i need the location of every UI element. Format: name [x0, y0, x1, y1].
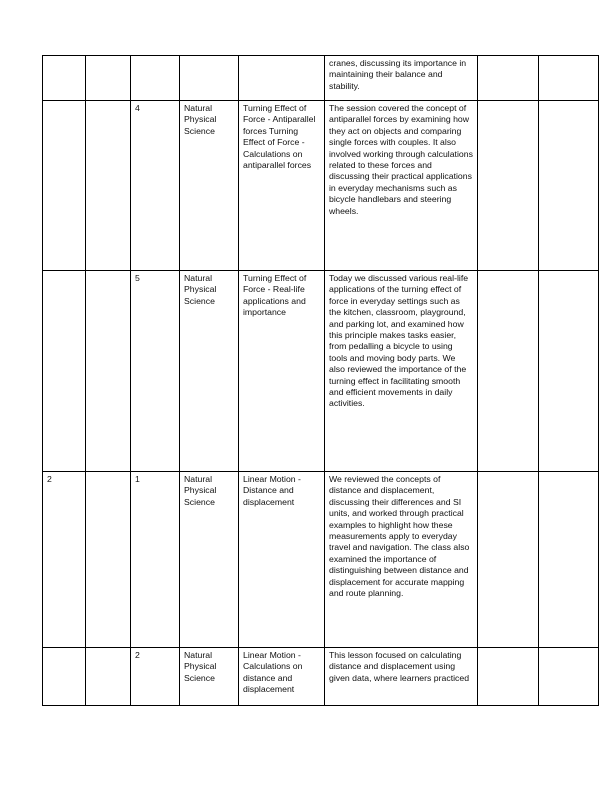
week-cell — [43, 101, 86, 271]
topic-cell: Turning Effect of Force - Real-life applications and importance — [239, 271, 325, 472]
empty-cell — [86, 472, 131, 648]
empty-cell — [539, 472, 599, 648]
table-row — [43, 101, 599, 271]
subject-cell: Natural Physical Science — [180, 648, 239, 706]
empty-cell — [539, 648, 599, 706]
subject-cell — [180, 56, 239, 101]
lesson-cell: 4 — [131, 101, 180, 271]
topic-cell: Turning Effect of Force - Antiparallel forces Turning Effect of Force - Calculations on antiparallel forces — [239, 101, 325, 271]
lesson-cell: 1 — [131, 472, 180, 648]
notes-cell: The session covered the concept of antiparallel forces by examining how they act on objects and comparing single forces with couples. It also involved working through calculations related to these forces and discussing their practical applications in everyday mechanisms such as bicycle handlebars and steering wheels. — [325, 101, 478, 271]
empty-cell — [478, 472, 539, 648]
empty-cell — [539, 101, 599, 271]
notes-cell: cranes, discussing its importance in maintaining their balance and stability. — [325, 56, 478, 101]
empty-cell — [86, 56, 131, 101]
topic-cell: Linear Motion - Distance and displacement — [239, 472, 325, 648]
empty-cell — [539, 271, 599, 472]
week-cell: 2 — [43, 472, 86, 648]
subject-cell: Natural Physical Science — [180, 271, 239, 472]
topic-cell: Linear Motion - Calculations on distance and displacement — [239, 648, 325, 706]
table-row — [43, 271, 599, 472]
empty-cell — [86, 271, 131, 472]
empty-cell — [86, 101, 131, 271]
lesson-cell — [131, 56, 180, 101]
table-row — [43, 648, 599, 706]
empty-cell — [539, 56, 599, 101]
notes-cell: This lesson focused on calculating distance and displacement using given data, where learners practiced — [325, 648, 478, 706]
week-cell — [43, 56, 86, 101]
week-cell — [43, 271, 86, 472]
table-row — [43, 56, 599, 101]
lesson-cell: 2 — [131, 648, 180, 706]
notes-cell: We reviewed the concepts of distance and displacement, discussing their differences and SI units, and worked through practical examples to highlight how these measurements apply to everyday travel and navigation. The class also examined the importance of distinguishing between distance and displacement for accurate mapping and route planning. — [325, 472, 478, 648]
week-cell — [43, 648, 86, 706]
empty-cell — [478, 101, 539, 271]
notes-cell: Today we discussed various real-life applications of the turning effect of force in everyday settings such as the kitchen, classroom, playground, and parking lot, and examined how this principle makes tasks easier, from pedalling a bicycle to using tools and moving body parts. We also reviewed the importance of the turning effect in facilitating smooth and efficient movements in daily activities. — [325, 271, 478, 472]
topic-cell — [239, 56, 325, 101]
subject-cell: Natural Physical Science — [180, 472, 239, 648]
table-row — [43, 472, 599, 648]
empty-cell — [478, 271, 539, 472]
empty-cell — [478, 56, 539, 101]
lesson-log-table — [42, 55, 599, 706]
empty-cell — [86, 648, 131, 706]
subject-cell: Natural Physical Science — [180, 101, 239, 271]
empty-cell — [478, 648, 539, 706]
lesson-cell: 5 — [131, 271, 180, 472]
